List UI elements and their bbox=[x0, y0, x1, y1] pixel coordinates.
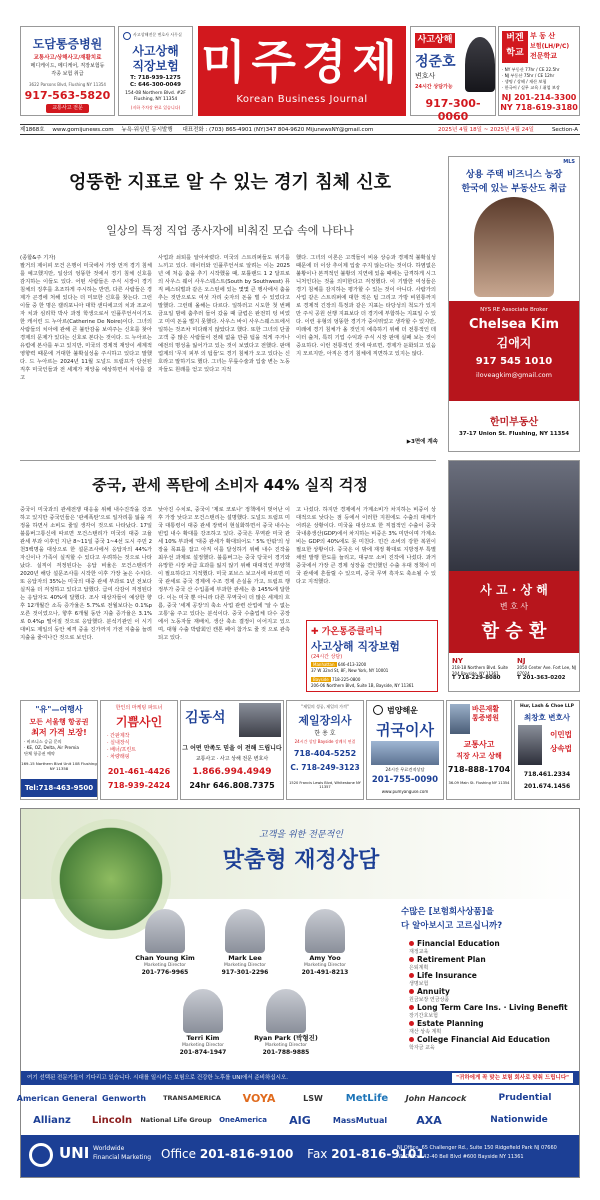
article2-col3: 고 나섰다. 하지만 경제에서 가계소비가 차지하는 비중이 상대적으로 낮다는 점 등에서 이러한 지원에도 수출의 대체가 어려운 상황이다. 미국을 대상으로 한 직접적인 수출이 중국 국내총생산(GDP)에서 차지하는 비중은 3% 미만이며 가계소비는 GDP의 40%에도 못 미친다. 민간 소비의 강한 복원이 필요한 상황이다. 중국은 이 밖에 재정 확대로 지방정부 특별채권 발행 한도를 늘리고, 대규모 소비 진작에 나섰다. 과거 중국에서 가장 큰 경제 성장을 견인했던 수출 우대 정책이 미국 관세에 흔들릴 수 있으며, 중국 무역 흑자도 축소될 수 있다고 지적했다. bbox=[296, 507, 436, 585]
dosan-name: 도담통증병원 bbox=[32, 37, 103, 51]
funeral-tel1[interactable]: 718-404-5252 bbox=[293, 749, 357, 758]
sign-phone1[interactable]: 201-461-4426 bbox=[107, 767, 171, 776]
jung-role: 변호사 bbox=[415, 72, 436, 80]
burgen-phone2[interactable]: NY 718-619-3180 bbox=[500, 103, 578, 112]
travel-address: 169-15 Northern Blvd Unit 108 Flushing NY 11358 bbox=[21, 761, 97, 771]
kim-photo bbox=[239, 703, 281, 737]
bullet-icon bbox=[409, 957, 414, 962]
funeral-tel2[interactable]: C. 718-249-3123 bbox=[290, 763, 360, 772]
hur-service2: 상속법 bbox=[550, 744, 572, 753]
accident-note: (지하 주차장 완료 있습니다) bbox=[130, 105, 181, 110]
travel-details bbox=[24, 739, 96, 757]
hur-photo bbox=[518, 725, 542, 765]
ad-pain-clinic[interactable] bbox=[446, 700, 512, 800]
bumyang-phone[interactable]: 201-755-0090 bbox=[371, 775, 439, 785]
fax-label: Fax bbox=[307, 1147, 328, 1161]
ham-title: 사 고 · 상 해 bbox=[480, 583, 548, 597]
ad-gaon-clinic[interactable] bbox=[306, 620, 438, 692]
logo-lincoln: Lincoln bbox=[91, 1114, 133, 1126]
burgen-service2: 보험(LH/P/C) bbox=[530, 43, 570, 50]
ad-bumyang[interactable] bbox=[366, 700, 444, 800]
section-label: Section-A bbox=[551, 127, 578, 133]
dosan-line1: 교통사고/상해사고/재활치료 bbox=[33, 55, 102, 61]
ad-accident-office[interactable] bbox=[118, 26, 193, 116]
ham-ny-tel[interactable]: T 718-229-8080 bbox=[452, 675, 501, 681]
advisor-name: Amy Yoo bbox=[309, 954, 341, 962]
realtor-phone[interactable]: 917 545 1010 bbox=[475, 356, 553, 367]
kim-name: 김동석 bbox=[185, 710, 226, 726]
hur-name: 최창호 변호사 bbox=[523, 713, 571, 722]
office-phone[interactable]: 201-816-9100 bbox=[199, 1147, 294, 1161]
advisor-title: Marketing Director bbox=[144, 963, 186, 968]
bumyang-photo bbox=[371, 741, 439, 765]
burgen-line2: · NJ 부동산 75hr / CE 12hr bbox=[502, 73, 555, 78]
pain-line3: 교통사고 bbox=[463, 740, 495, 749]
uni-logo-icon bbox=[29, 1143, 53, 1167]
clinic-loc1-label: Manhattan bbox=[313, 662, 335, 667]
pain-brand bbox=[472, 705, 512, 723]
advisor-card[interactable] bbox=[213, 909, 277, 976]
ad-realtor[interactable] bbox=[448, 156, 580, 452]
uni-sub1: Worldwide bbox=[93, 1145, 125, 1152]
finance-headline: 맞춤형 재정상담 bbox=[222, 848, 380, 873]
contact-info: 대표전화 : (703) 865-4901 (NY)347 804-9620 MijunewsNY@gmail.com bbox=[182, 127, 374, 133]
ham-nj-label: NJ bbox=[517, 657, 526, 665]
article1-col2: 사업과 쇠퇴를 알아차렸다. 미국의 스트리퍼들도 위기를 느끼고 있다. 데이터와 인플루언서로 알려는 이는 2025년 에 처음 춤을 추기 시작했을 때, 포틀랜드 1 2 달프로의 사우스 웨이 사우스웨스트(South by Southwest) 뮤직 페스티벌과 같은 오스틴에 있는 몇몇 큰 행사에서 춤을 추는 것만으로도 여섯 자리 숫자의 돈을 벌 수 있었다고 말했다. 그런데 올해는 다르다. 일하러고 시도한 첫 번째 금요일 밤에 춤추러 들어 갔을 때 클럽은 완전히 텅 비었고 미여 돈을 벌지 못했다. 사우스 바이 사우스웨스트에서 일하는 것조차 미다래지 않았다고 했다. 또한 그녀의 단골 고객 중 많은 사람들이 전례 없을 만큼 팁을 적게 주거나 예전의 명성을 잃어가고 있는 것이 보였다고 전했다. 판매 업계의 '무지 피부 의 팁들'도 경기 침체가 오고 있다는 신호라고 말하기도 했다. 그녀는 무릎수술과 입술 변는 노동자들도 원래를 얻고 있다고 지적 bbox=[158, 255, 290, 373]
insurer-logos bbox=[16, 1087, 579, 1133]
article2-col1: 중국이 미국과의 관세전쟁 대응을 위해 내수진작을 강조하고 있지만 중국인들은 '관세폭탄'으로 일자리를 잃을 걱정을 하면서 소비도 줄일 생각이 것으로 나타났다. 17일 블룸버그통신에 따르면 모건스탠리가 미국의 대중 고율 관세 부과 이후인 지난 8~11일 중국 1~4선 도시 주민 2천3백명을 대상으로 한 설문조사에서 응답자의 44%가 자신이나 가족이 실직할 수 있다고 우려하는 것으로 나타났다. 실직이 걱정된다는 응답 비율은 모건스탠리가 2020년 해당 설문조사를 시작한 이후 가장 높은 수치다. 또 응답자의 35%는 미국의 대중 관세 부과로 1년 전보다 실직을 더 걱정하고 있다고 답했다. 급여 삭감이 걱정된다는 응답자도 40%에 달했다. 조사 대상자들이 예상한 향후 12개월간 소득 증가율은 5.7%로 전월보다는 0.1%p 오른 것이었으나, 향후 6개월 동안 지출 증가율은 3.1%로 0.4%p 떨어질 것으로 응답했다. 분석기관인 이 시기 대비도 제일의 동안 체격 중을 진가까지 가전 지출을 늘려 지출을 줄여나간 것으로 보인다. bbox=[20, 507, 152, 641]
uni-sub bbox=[93, 1144, 151, 1162]
burgen-details bbox=[502, 67, 580, 91]
jung-tag: 사고상해 bbox=[415, 33, 455, 48]
travel-tel[interactable]: Tel:718-463-9500 bbox=[21, 779, 97, 797]
finance-item-en: Retirement Plan bbox=[417, 955, 486, 964]
finance-item bbox=[409, 987, 577, 1003]
ad-jung-junho[interactable] bbox=[410, 26, 496, 123]
funeral-sub: 한 용 호 bbox=[314, 730, 336, 737]
advisor-photo bbox=[305, 909, 345, 953]
pain-address: 36-09 Main St. Flushing NY 11354 bbox=[448, 781, 510, 785]
ad-travel[interactable] bbox=[20, 700, 98, 800]
clinic-brand-text: 가온통증클리닉 bbox=[321, 627, 383, 637]
article1-text1: 팔거의 제이피 모건 은행이 미국에서 가장 먼저 경기 침체를 예고했지만, 일상의 엉뚱한 것에서 경기 침체 신호를 감지하는 이들도 있다. 어떤 사람들은 주식 시장이 경기 침체의 징후를 초조하게 주시하는 반면, 다른 사람들은 경제가 곤경에 처해 있다는 더 미묘한 신호를 찾는다. 그런 이들 중 한 명은 캘리포니아 대학 샌디에고의 치과 조교이자 치과 심리학 박사 과정 학생으로서 인플루언서이기도 한 캐서린 드 누아르(Catherine De Noire)이다. 그녀의 사람들의 치아에 관해 큰 불안감을 보여주는 신호를 찾아 경제의 문제가 있다는 신호로 본다는 것이다. 드 누아르는 유럽에 본사를 두고 있지만, 미국의 경제적 재앙이 세계적 영향력 때문에 거대한 불확실성을 주시하고 있다고 말했다. 드 누아르는 2024년 11월 도널드 트럼프가 당선된 직후 미국인들과 전 세계가 재앙을 예상하면서 치아를 갈고 bbox=[20, 263, 152, 381]
ad-jeil-funeral[interactable] bbox=[286, 700, 364, 800]
burgen-line4: · 한국어 / 실무 교육 / 취업 보장 bbox=[502, 85, 560, 90]
finance-item-ko: 학자금 교육 bbox=[409, 1045, 435, 1051]
finance-item-ko: 원금보장 연금상품 bbox=[409, 997, 450, 1003]
masthead-logo[interactable] bbox=[198, 26, 406, 116]
realtor-banner2: 한국에 있는 부동산도 취급 bbox=[461, 184, 567, 194]
burgen-brand2: 학교 bbox=[506, 48, 524, 58]
advisor-photo bbox=[266, 989, 306, 1033]
bullet-icon bbox=[409, 973, 414, 978]
advisor-card[interactable] bbox=[171, 989, 235, 1056]
hur-phone2[interactable]: 201.674.1456 bbox=[523, 783, 571, 790]
logo-nationwide: Nationwide bbox=[490, 1115, 548, 1125]
clinic-tel1[interactable]: 646-413-3200 bbox=[337, 662, 367, 667]
uni-addresses bbox=[397, 1144, 577, 1162]
logo-genworth: Genworth bbox=[101, 1093, 147, 1103]
ham-nj bbox=[517, 657, 577, 682]
clinic-headline: 사고상해 직장보험 bbox=[311, 640, 400, 653]
kim-line1: 그 어떤 만족도 믿을 이 전해 드립니다 bbox=[182, 745, 282, 752]
article1-byline: (종합&주 기자) bbox=[20, 255, 56, 261]
logo-allianz: Allianz bbox=[33, 1114, 71, 1126]
clinic-addr1: 37 W 32nd St, 8F, New York, NY 10001 bbox=[311, 668, 389, 673]
finance-question1: 수많은 [보험회사상품]을 bbox=[401, 907, 494, 917]
uni-sub2: Financial Marketing bbox=[93, 1154, 152, 1161]
plus-icon: ✚ bbox=[311, 627, 319, 637]
clinic-loc2 bbox=[311, 677, 435, 689]
sign-phone2[interactable]: 718-939-2424 bbox=[107, 781, 171, 790]
clinic-loc2-label: Bayside bbox=[313, 677, 329, 682]
jung-phone[interactable]: 917-300-0060 bbox=[425, 97, 481, 123]
divider bbox=[20, 460, 436, 461]
info-bar bbox=[20, 124, 580, 135]
issue-number: 제1868호 bbox=[20, 127, 45, 133]
article2-col2: 낮아진 수치로, 중국이 '제로 코로나' 정책에서 벗어난 이후 가장 낮다고 모건스탠리는 설명했다. 도널드 트럼프 미국 대통령이 대중 관세 장벽이 현실화하면서 중국 내수는 빈업 내수 확대를 강조하고 있다. 중국은 무역관 미국 관세 10% 부과에 '대중 관세가 확대되어도 ' 5% 안팎'의 성장을 목표를 잡고 아직 이를 달성하기 위해 내수 진작을 최우선 과제로 설정했다. 블룸버그는 중국 당국이 경기와 유망한 시장 파급 효과를 잃지 않기 위해 대대적인 부양책이 필요하다고 지적했다. 미국 포브스 보고서에 따르면 미국 관세로 중국 경제에 수조 경제 손실을 가고, 트럼프 행정부가 중국 산 수입품에 부과한 관세는 총 145%에 달한다. 이는 미국 뿐 아니라 다른 무역국이 더 많은 세계의 흐름, 중국 '세계 공장'의 축소 사업 관련 산업에 '알 수 없는 고통'을 주고 있다는 분석이다. 중국 수출업체 다수 공장에서 노동자들 재배치, 생산 축소 결정이 이어지고 있으며, 대형 수출 박람회인 캔톤 페어 참가도 줄 것 으로 관측 되고 있다. bbox=[158, 507, 290, 641]
ad-dosan-hospital[interactable] bbox=[20, 26, 115, 116]
uni-phones bbox=[161, 1147, 425, 1161]
travel-line4: · KE, OZ, Delta, Air Premia bbox=[24, 745, 79, 750]
sign-line1: · 간판제작 bbox=[107, 733, 130, 739]
finance-item-en: Annuity bbox=[417, 987, 450, 996]
hur-phone1[interactable]: 718.461.2334 bbox=[523, 771, 571, 778]
advisor-name: Ryan Park (박형진) bbox=[254, 1034, 318, 1042]
pain-line1: 바른재활 bbox=[472, 705, 500, 713]
realtor-name-ko: 김애지 bbox=[496, 336, 532, 350]
travel-name: "유"—여행사 bbox=[35, 705, 83, 714]
masthead-title: 미주경제 bbox=[201, 35, 403, 89]
ham-name: 함 승 환 bbox=[481, 621, 547, 642]
burgen-line3: · 생명 / 상해 / 재산 보험 bbox=[502, 79, 547, 84]
pain-line2: 통증병원 bbox=[472, 714, 500, 722]
accident-org: 사고상해전문 변호사 사무실 bbox=[133, 32, 182, 37]
bullet-icon bbox=[409, 1021, 414, 1026]
jung-hours: 24시간 상담가능 bbox=[415, 84, 453, 90]
realtor-address: 37-17 Union St. Flushing, NY 11354 bbox=[458, 431, 570, 437]
realtor-banner1: 상용 주택 비즈니스 농장 bbox=[465, 170, 563, 180]
bumyang-brand: 범양해운 bbox=[387, 706, 418, 715]
article1-headline[interactable]: 엉뚱한 지표로 알 수 있는 경기 침체 신호 bbox=[68, 172, 392, 193]
realtor-name-en: Chelsea Kim bbox=[469, 317, 559, 332]
finance-item-ko: 재정교육 bbox=[409, 949, 429, 955]
logo-national-life: National Life Group bbox=[140, 1116, 212, 1124]
finance-service-list bbox=[409, 939, 577, 1051]
bumyang-name: 귀국이사 bbox=[376, 721, 434, 739]
travel-line3: · 비즈니스 승급 문의 bbox=[24, 739, 62, 744]
logo-transamerica: TRANSAMERICA bbox=[163, 1094, 221, 1102]
finance-item-en: Life Insurance bbox=[417, 971, 477, 980]
uni-addr-ny: NY Office. 42-40 Bell Blvd #600 Bayside NY 11361 bbox=[397, 1154, 524, 1160]
advisor-card[interactable] bbox=[133, 909, 197, 976]
bullet-icon bbox=[409, 1005, 414, 1010]
logo-prudential: Prudential bbox=[498, 1093, 552, 1103]
bullet-icon bbox=[409, 989, 414, 994]
jung-photo bbox=[465, 37, 495, 92]
finance-item-ko: 생명보험 bbox=[409, 981, 429, 987]
ham-ny-label: NY bbox=[452, 657, 463, 665]
advisor-photo bbox=[225, 909, 265, 953]
scale-icon bbox=[123, 32, 131, 40]
dosan-line2: 메디케이드, 메디케어, 직장보험등 bbox=[30, 63, 105, 69]
ham-nj-addr: 2050 Center Ave. Fort Lee, NJ 07024 bbox=[517, 665, 576, 676]
advisor-name: Terri Kim bbox=[186, 1034, 220, 1042]
travel-line5: 단체 항공권 예약 bbox=[24, 751, 55, 756]
clinic-addr2: 206-06 Northern Blvd, Suite 1B, Bayside, NY 11361 bbox=[311, 683, 414, 688]
dosan-line3: 각종 보험 취급 bbox=[51, 71, 84, 77]
bullet-icon bbox=[409, 1037, 414, 1042]
ham-card bbox=[449, 571, 579, 653]
logo-axa: AXA bbox=[416, 1113, 442, 1127]
finance-item-ko: 장기간호보험 bbox=[409, 1013, 438, 1019]
logo-aig: AIG bbox=[289, 1113, 311, 1127]
finance-item bbox=[409, 1003, 577, 1019]
advisor-phone[interactable]: 201-788-9885 bbox=[262, 1049, 310, 1056]
date-range: 2025년 4월 18일 ~ 2025년 4월 24일 bbox=[438, 127, 534, 133]
ad-burgen-school[interactable] bbox=[498, 26, 580, 116]
uni-addr-nj: NJ Office. 65 Challenger Rd., Suite 150 Ridgefield Park NJ 07660 bbox=[397, 1145, 557, 1151]
burgen-line1: · NY 부동산 77hr / CE 22.5hr bbox=[502, 67, 560, 72]
funeral-address: 1520 Francis Lewis Blvd, Whitestone NY 11357 bbox=[289, 781, 361, 789]
jung-name: 정준호 bbox=[415, 54, 456, 70]
clinic-note: (24시간 상담) bbox=[311, 654, 343, 660]
finance-banner-right: "귀하에게 꼭 맞는 보험 회사로 맞춰 드립니다" bbox=[452, 1073, 573, 1083]
website-link[interactable]: www.gomijunews.com bbox=[52, 127, 114, 133]
mls-label: MLS bbox=[563, 159, 575, 165]
realtor-email[interactable]: iloveagkim@gmail.com bbox=[476, 371, 552, 379]
ham-ny bbox=[452, 657, 514, 682]
sign-name: 기쁨사인 bbox=[115, 715, 163, 729]
accident-addr2: Flushing, NY 11354 bbox=[133, 97, 178, 102]
sign-line4: · 차량래핑 bbox=[107, 754, 130, 760]
finance-item bbox=[409, 1019, 577, 1035]
clinic-brand bbox=[311, 624, 435, 637]
sign-line2: · 실내장식 bbox=[107, 740, 130, 746]
burgen-service1: 부 동 산 bbox=[530, 32, 556, 40]
pain-phone[interactable]: 718-888-1704 bbox=[447, 765, 511, 774]
kim-line2: 교통사고 · 사고 상해 전문 변호사 bbox=[195, 756, 269, 762]
bumyang-web[interactable]: www.pumyanguse.com bbox=[381, 789, 429, 794]
finance-item bbox=[409, 1035, 577, 1051]
accident-line2: 직장보험 bbox=[132, 59, 179, 73]
finance-footer bbox=[21, 1135, 579, 1177]
ham-photo bbox=[449, 461, 579, 581]
funeral-note: 24시간 상담 Bayside 장례식 연결 bbox=[294, 739, 356, 744]
ham-ny-addr: 218-18 Northern Blvd. Suite 204 Bayside, NY 11361 bbox=[452, 665, 508, 676]
office-label: Office bbox=[161, 1147, 197, 1161]
advisor-card[interactable] bbox=[293, 909, 357, 976]
clinic-loc1 bbox=[311, 662, 435, 674]
article2-headline[interactable]: 중국, 관세 폭탄에 소비자 44% 실직 걱정 bbox=[92, 476, 368, 494]
travel-line1: 모든 서울행 항공권 bbox=[29, 718, 89, 726]
travel-line2: 최저 가격 보장! bbox=[31, 728, 87, 737]
finance-banner-left: 여기 선택된 전문가들이 기다리고 있습니다. 시대를 일시키는 보험으로 건강한 노후를 UNI에서 준비하십시오. bbox=[27, 1075, 288, 1081]
finance-slogan-bar bbox=[21, 1071, 579, 1085]
logo-massmutual: MassMutual bbox=[332, 1115, 388, 1125]
advisor-name: Mark Lee bbox=[228, 954, 262, 962]
ad-sign[interactable] bbox=[100, 700, 178, 800]
sign-services bbox=[107, 733, 177, 761]
logo-voya: VOYA bbox=[242, 1091, 276, 1105]
finance-item-en: Long Term Care Ins. · Living Benefit bbox=[417, 1003, 568, 1012]
ad-ham-seunghwan[interactable] bbox=[448, 460, 580, 692]
finance-item-ko: 재산 상속 계획 bbox=[409, 1029, 442, 1035]
pain-photo bbox=[450, 704, 470, 734]
article1-continued[interactable]: ▶3면에 계속 bbox=[406, 439, 438, 445]
hur-service1: 이민법 bbox=[550, 730, 572, 739]
realtor-photo bbox=[474, 197, 554, 297]
ship-icon bbox=[373, 705, 383, 715]
advisor-title: Marketing Director bbox=[182, 1043, 224, 1048]
advisor-title: Marketing Director bbox=[304, 963, 346, 968]
burgen-service3: 전문학교 bbox=[530, 52, 558, 60]
masthead-subtitle: Korean Business Journal bbox=[236, 94, 368, 105]
article1-col1 bbox=[20, 254, 152, 444]
sign-tagline: 한인의 마케팅 파트너 bbox=[115, 705, 163, 711]
accident-phone2[interactable]: C: 646-300-0049 bbox=[130, 82, 181, 88]
funeral-name: 제일장의사 bbox=[298, 714, 352, 727]
ham-nj-tel[interactable]: T 201-363-0202 bbox=[517, 675, 566, 681]
advisor-title: Marketing Director bbox=[265, 1043, 307, 1048]
ham-role: 변 호 사 bbox=[499, 602, 529, 611]
realtor-company: 한미부동산 bbox=[489, 417, 539, 428]
kim-phone2[interactable]: 24hr 646.808.7375 bbox=[189, 781, 275, 790]
bumyang-note: 24시간 무료견적상담 bbox=[385, 767, 425, 772]
clinic-tel2[interactable]: 718-225-0800 bbox=[332, 677, 361, 682]
uni-name: UNI bbox=[59, 1144, 90, 1162]
edition-label: 뉴욕·워싱턴 동시발행 bbox=[121, 127, 173, 133]
advisor-phone[interactable]: 201-776-9965 bbox=[141, 969, 189, 976]
bullet-icon bbox=[409, 941, 414, 946]
burgen-phone1[interactable]: NJ 201-214-3300 bbox=[501, 93, 577, 102]
realtor-broker: NYS RE Associate Broker bbox=[480, 307, 548, 313]
article1-col3: 했다. 그녀의 이론은 고객들이 비용 상승과 경제적 불확실성 때문에 더 이상 추이제 입술 주지 않는다는 것이다. 하염없은 불황이나 본격적인 불황의 지연에 있을 때에는 급격하게 시그니처인다는 것을 의미한다고 걱정했다. 이 기발한 여성들은 경기 침체를 감지하는 평가할 수 있는 것이 아니다. 사람가의 사업 같은 스트리퍼에 대한 적은 팁 그리고 가방 비원통까지로 경제적 긴장의 특정과 같은 지표는 타당성의 척도가 있지만 주식 공원 선행 지표보다 더 경기에 부합하는 지표일 수 있다. 이런 유형의 엉뚱한 경기가 중이뛰었고 생각할 수 있지만, 미래에 경기 침체가 올 것인지 예측하기 위해 더 전통적인 데이터 출처, 특히 기업 수익과 주식 시장 판매 실패 보는 것이 중요하다. 이런 전통적인 것에 따르면, 경제가 둔화되고 있음지 모르지만, 아직은 경기 침체에 직면하고 있지는 않다. bbox=[296, 255, 436, 357]
ad-uni-financial[interactable] bbox=[16, 808, 580, 1178]
accident-line1: 사고상해 bbox=[132, 44, 179, 58]
finance-item bbox=[409, 971, 577, 987]
article1-subhead: 일상의 특정 직업 종사자에 비춰진 모습 속에 나타나 bbox=[106, 224, 354, 237]
logo-oneamerica: OneAmerica bbox=[219, 1116, 267, 1124]
logo-american-general: American General bbox=[16, 1093, 98, 1103]
hur-firm: Hur, Lash & Choe LLP bbox=[520, 704, 574, 709]
finance-item bbox=[409, 955, 577, 971]
advisor-photo bbox=[145, 909, 185, 953]
finance-item-en: Estate Planning bbox=[417, 1019, 484, 1028]
logo-john-hancock: John Hancock bbox=[405, 1093, 467, 1103]
finance-item-en: Financial Education bbox=[417, 939, 500, 948]
logo-metlife: MetLife bbox=[345, 1092, 389, 1104]
advisor-phone[interactable]: 917-301-2296 bbox=[221, 969, 269, 976]
accident-phone1[interactable]: T: 718-939-1275 bbox=[130, 75, 181, 81]
finance-item bbox=[409, 939, 577, 955]
advisor-title: Marketing Director bbox=[224, 963, 266, 968]
advisor-phone[interactable]: 201-874-1947 bbox=[179, 1049, 227, 1056]
finance-item-en: College Financial Aid Education bbox=[417, 1035, 550, 1044]
fax-phone[interactable]: 201-816-9101 bbox=[331, 1147, 425, 1161]
dosan-phone[interactable]: 917-563-5820 bbox=[24, 89, 111, 102]
funeral-tag: "제일의 성공, 제일의 가격" bbox=[301, 704, 349, 709]
burgen-brand bbox=[502, 31, 528, 63]
advisor-photo bbox=[183, 989, 223, 1033]
dosan-badge: 교통사고 전문 bbox=[46, 104, 89, 113]
realtor-card bbox=[449, 301, 579, 401]
dosan-address: 3622 Parsons Blvd, Flushing NY 11354 bbox=[29, 82, 106, 87]
kim-phone1[interactable]: 1.866.994.4949 bbox=[192, 767, 272, 777]
burgen-brand1: 버겐 bbox=[506, 33, 524, 43]
finance-item-ko: 은퇴계획 bbox=[409, 965, 429, 971]
ad-kim-dongseok[interactable] bbox=[180, 700, 284, 800]
sign-line3: · 배너/프린트 bbox=[107, 747, 137, 753]
pain-line4: 직장 사고 상해 bbox=[456, 752, 502, 760]
logo-lsw: LSW bbox=[303, 1093, 323, 1103]
ad-hur-lash-choe[interactable] bbox=[514, 700, 580, 800]
accident-addr1: 154-08 Northern Blvd. #2F bbox=[125, 91, 186, 96]
advisor-name: Chan Young Kim bbox=[135, 954, 195, 962]
finance-question2: 다 알아보시고 고르십니까? bbox=[401, 921, 503, 931]
advisor-phone[interactable]: 201-491-8213 bbox=[301, 969, 349, 976]
advisor-card[interactable] bbox=[251, 989, 321, 1056]
finance-tagline: 고객을 위한 전문적인 bbox=[259, 830, 343, 840]
